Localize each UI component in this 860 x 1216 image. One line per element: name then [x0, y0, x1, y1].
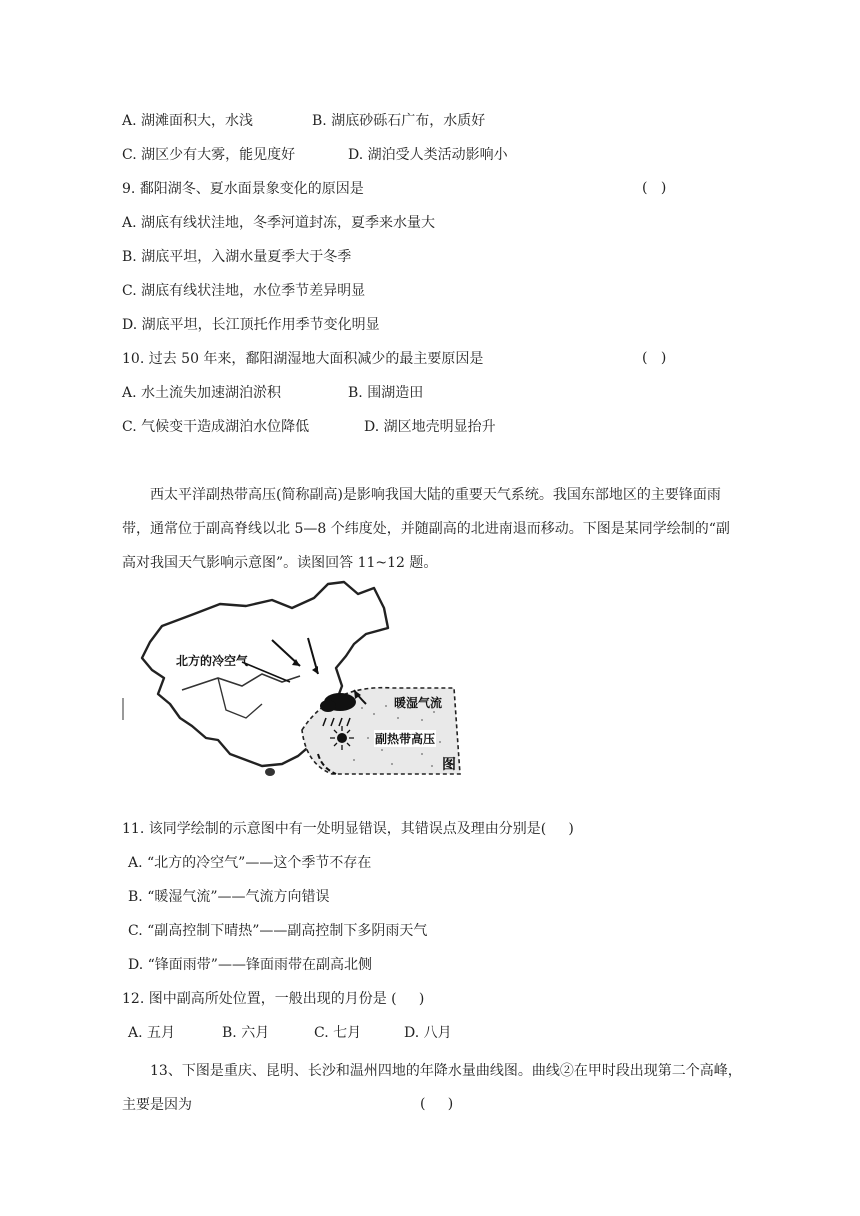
q10-stem: 10. 过去 50 年来，鄱阳湖湿地大面积减少的最主要原因是: [122, 351, 484, 367]
q10-option-d: D. 湖区地壳明显抬升: [364, 419, 496, 435]
passage: [122, 478, 742, 580]
passage-text: 西太平洋副热带高压(简称副高)是影响我国大陆的重要天气系统。我国东部地区的主要锋面雨带，通常位于副高脊线以北 5—8 个纬度处，并随副高的北进南退而移动。下图是某同学绘制的“副高对我国天气影响示意图”。读图回答 11~12 题。: [122, 487, 730, 571]
q8-option-b: B. 湖底砂砾石广布，水质好: [312, 113, 486, 129]
q12-option-d: D. 八月: [404, 1025, 452, 1041]
q8-option-d: D. 湖泊受人类活动影响小: [348, 147, 508, 163]
q9-answer-paren: ( ): [642, 180, 667, 196]
q11-option-c: C. “副高控制下晴热”——副高控制下多阴雨天气: [128, 923, 428, 939]
q11-stem: 11. 该同学绘制的示意图中有一处明显错误，其错误点及理由分别是( ): [122, 821, 574, 837]
q9-option-b: B. 湖底平坦，入湖水量夏季大于冬季: [122, 249, 352, 265]
q12-option-a: A. 五月: [128, 1025, 176, 1041]
q10-answer-paren: ( ): [642, 350, 667, 366]
q12-stem: 12. 图中副高所处位置，一般出现的月份是 ( ): [122, 991, 425, 1007]
q10-option-a: A. 水土流失加速湖泊淤积: [122, 385, 282, 401]
q9-option-d: D. 湖底平坦，长江顶托作用季节变化明显: [122, 317, 380, 333]
q11-option-d: D. “锋面雨带”——锋面雨带在副高北侧: [128, 957, 372, 973]
q9-stem: 9. 鄱阳湖冬、夏水面景象变化的原因是: [122, 181, 364, 197]
q13-answer-paren: ( ): [420, 1096, 454, 1112]
q12-option-b: B. 六月: [222, 1025, 270, 1041]
q9-option-c: C. 湖底有线状洼地，水位季节差异明显: [122, 283, 366, 299]
label-subtropical-high: 副热带高压: [375, 732, 436, 746]
subtropical-high-map: [122, 578, 470, 776]
q8-option-a: A. 湖滩面积大，水浅: [122, 113, 254, 129]
label-warm-moist-air: 暖湿气流: [394, 696, 443, 710]
q10-option-b: B. 围湖造田: [348, 385, 424, 401]
figure-label: 图: [442, 757, 456, 773]
q8-option-c: C. 湖区少有大雾，能见度好: [122, 147, 296, 163]
q11-option-b: B. “暖湿气流”——气流方向错误: [128, 889, 330, 905]
q12-option-c: C. 七月: [314, 1025, 362, 1041]
q13-stem: 13、下图是重庆、昆明、长沙和温州四地的年降水量曲线图。曲线②在甲时段出现第二个高峰，主要是因为: [122, 1063, 742, 1113]
q11-option-a: A. “北方的冷空气”——这个季节不存在: [128, 855, 372, 871]
q10-option-c: C. 气候变干造成湖泊水位降低: [122, 419, 310, 435]
label-cold-air: 北方的冷空气: [176, 654, 249, 668]
q9-option-a: A. 湖底有线状洼地，冬季河道封冻，夏季来水量大: [122, 215, 436, 231]
